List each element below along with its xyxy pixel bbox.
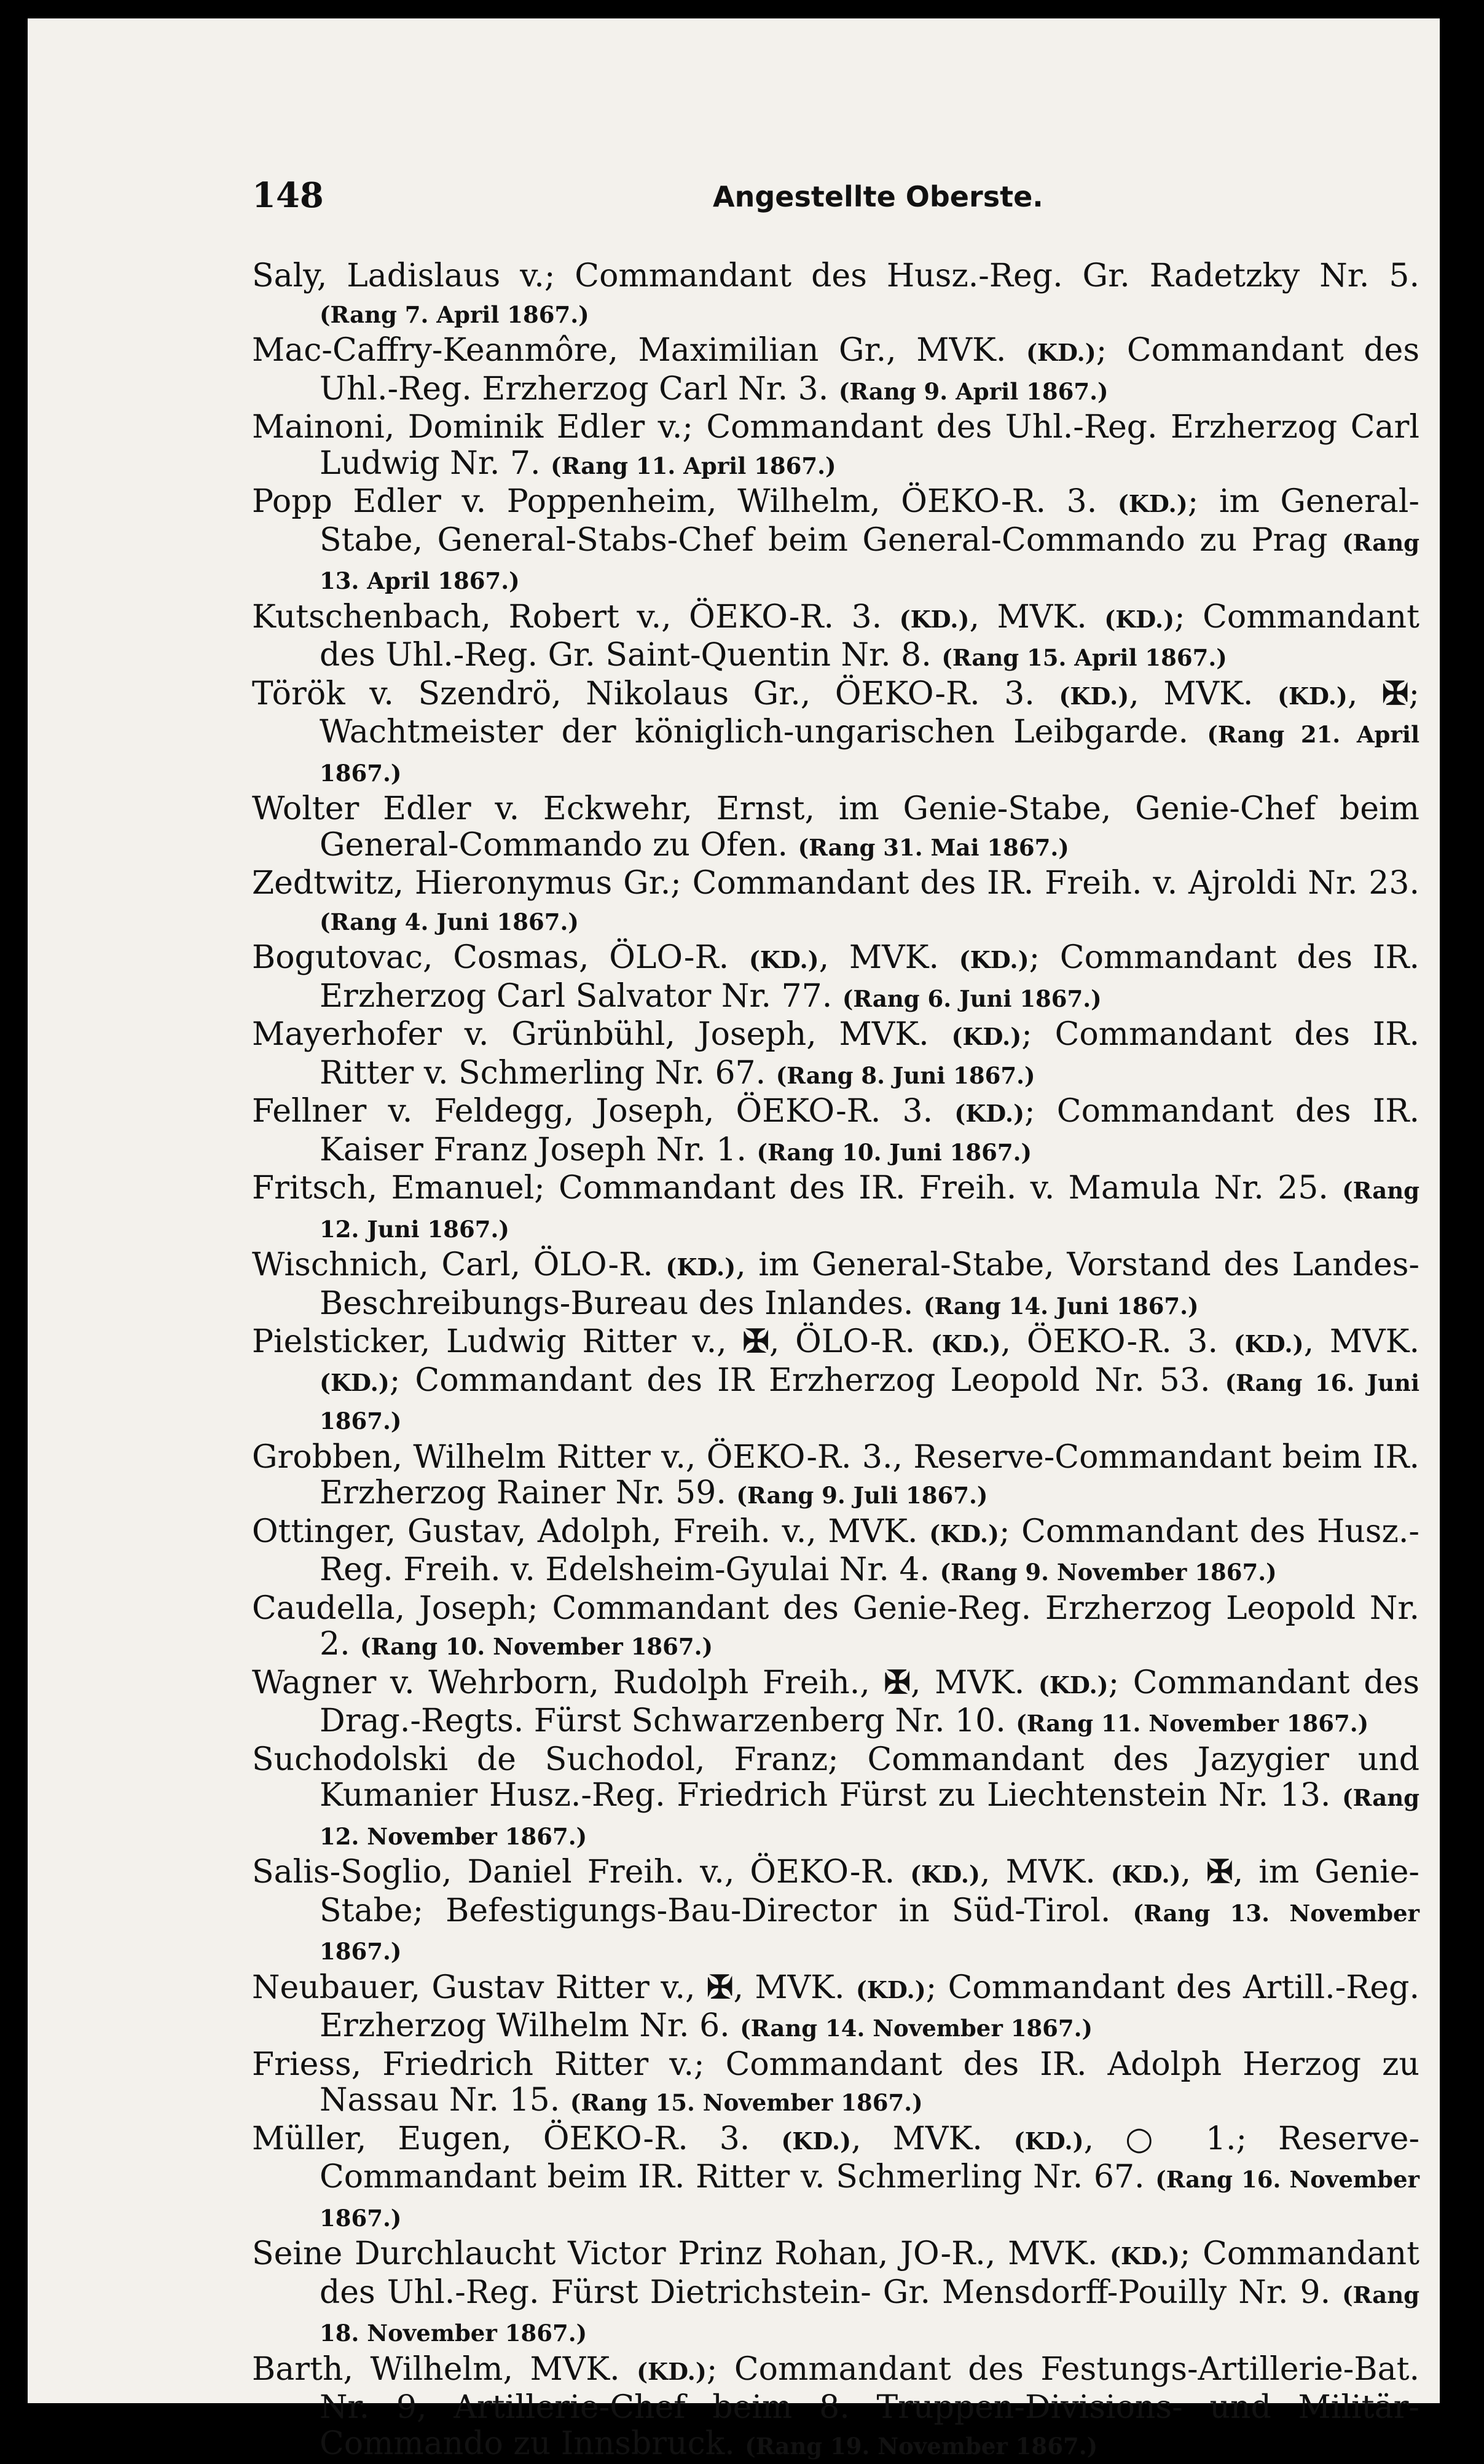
entry-text: Török v. Szendrö, Nikolaus Gr., ÖEKO-R. 3. xyxy=(252,675,1059,712)
entry-text: Suchodolski de Suchodol, Franz; Commandant des Jazygier und Kumanier Husz.-Reg. Friedrich Fürst zu Liechtenstein Nr. 13. xyxy=(252,1741,1419,1814)
rank-date: (Rang 7. April 1867.) xyxy=(320,301,589,328)
entry-text: , MVK. xyxy=(980,1854,1111,1891)
rank-date: (Rang 11. November 1867.) xyxy=(1016,1710,1368,1737)
kd-marker: (KD.) xyxy=(900,605,970,633)
entry-text: , MVK. xyxy=(733,1969,855,2006)
entry-text: ; Commandant des IR. Kaiser Franz Joseph Nr. 1. xyxy=(320,1093,1419,1168)
list-item xyxy=(252,1970,1419,2047)
list-item xyxy=(252,865,1419,940)
list-item xyxy=(252,2236,1419,2352)
list-item xyxy=(252,676,1419,792)
circle-order-icon: ○ xyxy=(1125,2120,1174,2157)
kd-marker: (KD.) xyxy=(959,946,1029,974)
cross-order-icon: ✠ xyxy=(1206,1853,1233,1891)
kd-marker: (KD.) xyxy=(910,1860,980,1888)
rank-date: (Rang 6. Juni 1867.) xyxy=(842,985,1102,1012)
rank-date: (Rang 4. Juni 1867.) xyxy=(320,908,579,935)
list-item xyxy=(252,333,1419,409)
kd-marker: (KD.) xyxy=(1110,2242,1180,2270)
list-item xyxy=(252,2047,1419,2121)
list-item xyxy=(252,599,1419,676)
kd-marker: (KD.) xyxy=(1234,1330,1304,1358)
rank-date: (Rang 9. November 1867.) xyxy=(940,1559,1277,1586)
list-item xyxy=(252,1665,1419,1742)
page-number: 148 xyxy=(252,175,324,216)
entry-text: , xyxy=(1348,675,1382,712)
kd-marker: (KD.) xyxy=(951,1023,1021,1050)
entry-text: ; Commandant des Artill.-Reg. Erzherzog Wilhelm Nr. 6. xyxy=(320,1969,1419,2045)
rank-date: (Rang 18. November 1867.) xyxy=(320,2281,1419,2347)
rank-date: (Rang 8. Juni 1867.) xyxy=(776,1062,1035,1089)
list-item xyxy=(252,2352,1419,2464)
entry-text: ; im General-Stabe, General-Stabs-Chef beim General-Commando zu Prag xyxy=(320,483,1419,559)
entry-text: , xyxy=(1181,1854,1207,1891)
rank-date: (Rang 14. Juni 1867.) xyxy=(924,1293,1199,1320)
kd-marker: (KD.) xyxy=(781,2127,851,2155)
entry-text: Barth, Wilhelm, MVK. xyxy=(252,2351,637,2388)
kd-marker: (KD.) xyxy=(1026,339,1096,366)
entry-text: Wagner v. Wehrborn, Rudolph Freih., xyxy=(252,1664,884,1701)
list-item xyxy=(252,1170,1419,1247)
entry-text: , im General-Stabe, Vorstand des Landes-Beschreibungs-Bureau des Inlandes. xyxy=(320,1246,1419,1322)
cross-order-icon: ✠ xyxy=(1382,675,1409,712)
entry-text: , MVK. xyxy=(911,1664,1038,1701)
rank-date: (Rang 16. Juni 1867.) xyxy=(320,1369,1419,1435)
list-item xyxy=(252,1742,1419,1855)
rank-date: (Rang 9. Juli 1867.) xyxy=(736,1482,987,1509)
entry-text: ; Wachtmeister der königlich-ungarischen Leibgarde. xyxy=(320,675,1419,751)
kd-marker: (KD.) xyxy=(749,946,819,974)
list-item xyxy=(252,940,1419,1017)
entry-text: Fellner v. Feldegg, Joseph, ÖEKO-R. 3. xyxy=(252,1093,954,1130)
rank-date: (Rang 10. Juni 1867.) xyxy=(756,1139,1032,1166)
cross-order-icon: ✠ xyxy=(884,1664,911,1701)
kd-marker: (KD.) xyxy=(1038,1671,1109,1699)
list-item xyxy=(252,1324,1419,1439)
rank-date: (Rang 12. Juni 1867.) xyxy=(320,1177,1419,1243)
entry-list xyxy=(252,258,1419,2464)
kd-marker: (KD.) xyxy=(320,1369,390,1396)
entry-text: Fritsch, Emanuel; Commandant des IR. Freih. v. Mamula Nr. 25. xyxy=(252,1170,1342,1206)
entry-text: Wischnich, Carl, ÖLO-R. xyxy=(252,1246,665,1283)
kd-marker: (KD.) xyxy=(931,1330,1001,1358)
entry-text: Grobben, Wilhelm Ritter v., ÖEKO-R. 3., Reserve-Commandant beim IR. Erzherzog Rainer Nr. 59. xyxy=(252,1439,1419,1512)
list-item xyxy=(252,258,1419,333)
entry-text: , MVK. xyxy=(970,599,1105,636)
rank-date: (Rang 15. November 1867.) xyxy=(570,2089,923,2116)
rank-date: (Rang 13. November 1867.) xyxy=(320,1900,1419,1966)
list-item xyxy=(252,1514,1419,1591)
book-page xyxy=(28,18,1440,2403)
entry-text: ; Commandant des Husz.-Reg. Freih. v. Edelsheim-Gyulai Nr. 4. xyxy=(320,1513,1419,1589)
entry-text: Bogutovac, Cosmas, ÖLO-R. xyxy=(252,939,749,976)
entry-text: , ÖEKO-R. 3. xyxy=(1001,1323,1234,1360)
rank-date: (Rang 13. April 1867.) xyxy=(320,529,1419,595)
rank-date: (Rang 21. April 1867.) xyxy=(320,721,1419,787)
entry-text: ; Commandant des Uhl.-Reg. Erzherzog Carl Nr. 3. xyxy=(320,332,1419,407)
entry-text: Seine Durchlaucht Victor Prinz Rohan, JO-R., MVK. xyxy=(252,2235,1110,2272)
entry-text: Salis-Soglio, Daniel Freih. v., ÖEKO-R. xyxy=(252,1854,910,1891)
list-item xyxy=(252,791,1419,865)
entry-text: Saly, Ladislaus v.; Commandant des Husz.-Reg. Gr. Radetzky Nr. 5. xyxy=(252,258,1419,294)
list-item xyxy=(252,1439,1419,1514)
rank-date: (Rang 19. November 1867.) xyxy=(745,2433,1097,2460)
list-item xyxy=(252,1591,1419,1665)
entry-text: ; Commandant des IR. Ritter v. Schmerling Nr. 67. xyxy=(320,1016,1419,1092)
entry-text: Caudella, Joseph; Commandant des Genie-Reg. Erzherzog Leopold Nr. 2. xyxy=(252,1590,1419,1663)
rank-date: (Rang 11. April 1867.) xyxy=(551,452,836,479)
running-title: Angestellte Oberste. xyxy=(713,180,1043,213)
kd-marker: (KD.) xyxy=(856,1976,926,2004)
list-item xyxy=(252,2121,1419,2237)
rank-date: (Rang 31. Mai 1867.) xyxy=(798,834,1069,861)
entry-text: ; Commandant des IR. Erzherzog Carl Salvator Nr. 77. xyxy=(320,939,1419,1015)
entry-text: Wolter Edler v. Eckwehr, Ernst, im Genie-Stabe, Genie-Chef beim General-Commando zu Ofen. xyxy=(252,790,1419,864)
list-item xyxy=(252,1017,1419,1093)
cross-order-icon: ✠ xyxy=(742,1323,769,1360)
entry-text: Pielsticker, Ludwig Ritter v., xyxy=(252,1323,742,1360)
entry-text: Kutschenbach, Robert v., ÖEKO-R. 3. xyxy=(252,599,900,636)
entry-text: , MVK. xyxy=(851,2120,1014,2157)
entry-text: Zedtwitz, Hieronymus Gr.; Commandant des IR. Freih. v. Ajroldi Nr. 23. xyxy=(252,865,1419,902)
entry-text: ; Commandant des Uhl.-Reg. Gr. Saint-Quentin Nr. 8. xyxy=(320,599,1419,674)
rank-date: (Rang 14. November 1867.) xyxy=(740,2015,1093,2042)
kd-marker: (KD.) xyxy=(1278,682,1348,710)
entry-text: Mainoni, Dominik Edler v.; Commandant des Uhl.-Reg. Erzherzog Carl Ludwig Nr. 7. xyxy=(252,409,1419,482)
entry-text: , MVK. xyxy=(1129,675,1278,712)
kd-marker: (KD.) xyxy=(1118,490,1188,518)
entry-text: Popp Edler v. Poppenheim, Wilhelm, ÖEKO-R. 3. xyxy=(252,483,1118,520)
rank-date: (Rang 12. November 1867.) xyxy=(320,1784,1419,1850)
kd-marker: (KD.) xyxy=(929,1520,999,1548)
entry-text: Mac-Caffry-Keanmôre, Maximilian Gr., MVK. xyxy=(252,332,1026,369)
rank-date: (Rang 15. April 1867.) xyxy=(941,644,1227,671)
entry-text: Neubauer, Gustav Ritter v., xyxy=(252,1969,707,2006)
entry-text: Ottinger, Gustav, Adolph, Freih. v., MVK. xyxy=(252,1513,929,1550)
kd-marker: (KD.) xyxy=(1014,2127,1084,2155)
rank-date: (Rang 10. November 1867.) xyxy=(360,1633,713,1660)
entry-text: ; Commandant des Festungs-Artillerie-Bat. Nr. 9, Artillerie-Chef beim 8. Truppen-Divisions- und Militär-Commando zu Innsbruck. xyxy=(320,2351,1419,2462)
entry-text: , MVK. xyxy=(819,939,959,976)
entry-text: , ÖLO-R. xyxy=(769,1323,931,1360)
list-item xyxy=(252,1854,1419,1970)
rank-date: (Rang 9. April 1867.) xyxy=(839,378,1109,405)
kd-marker: (KD.) xyxy=(954,1100,1024,1127)
entry-text: ; Commandant des IR Erzherzog Leopold Nr. 53. xyxy=(390,1362,1225,1399)
kd-marker: (KD.) xyxy=(637,2358,707,2385)
page-header xyxy=(252,175,1419,230)
entry-text: ; Commandant des Uhl.-Reg. Fürst Dietrichstein- Gr. Mensdorff-Pouilly Nr. 9. xyxy=(320,2235,1419,2311)
entry-text: Mayerhofer v. Grünbühl, Joseph, MVK. xyxy=(252,1016,951,1053)
entry-text: Müller, Eugen, ÖEKO-R. 3. xyxy=(252,2120,781,2157)
entry-text: Friess, Friedrich Ritter v.; Commandant des IR. Adolph Herzog zu Nassau Nr. 15. xyxy=(252,2046,1419,2119)
entry-text: , xyxy=(1084,2120,1126,2157)
kd-marker: (KD.) xyxy=(1104,605,1174,633)
list-item xyxy=(252,409,1419,484)
kd-marker: (KD.) xyxy=(1059,682,1129,710)
kd-marker: (KD.) xyxy=(1111,1860,1181,1888)
entry-text: 1.; Reserve-Commandant beim IR. Ritter v. Schmerling Nr. 67. xyxy=(320,2120,1419,2196)
cross-order-icon: ✠ xyxy=(707,1969,734,2006)
entry-text: , im Genie-Stabe; Befestigungs-Bau-Director in Süd-Tirol. xyxy=(320,1854,1419,1929)
entry-text: ; Commandant des Drag.-Regts. Fürst Schwarzenberg Nr. 10. xyxy=(320,1664,1419,1740)
entry-text: , MVK. xyxy=(1304,1323,1419,1360)
rank-date: (Rang 16. November 1867.) xyxy=(320,2166,1419,2232)
kd-marker: (KD.) xyxy=(665,1253,736,1281)
list-item xyxy=(252,1093,1419,1170)
list-item xyxy=(252,1247,1419,1324)
list-item xyxy=(252,484,1419,599)
